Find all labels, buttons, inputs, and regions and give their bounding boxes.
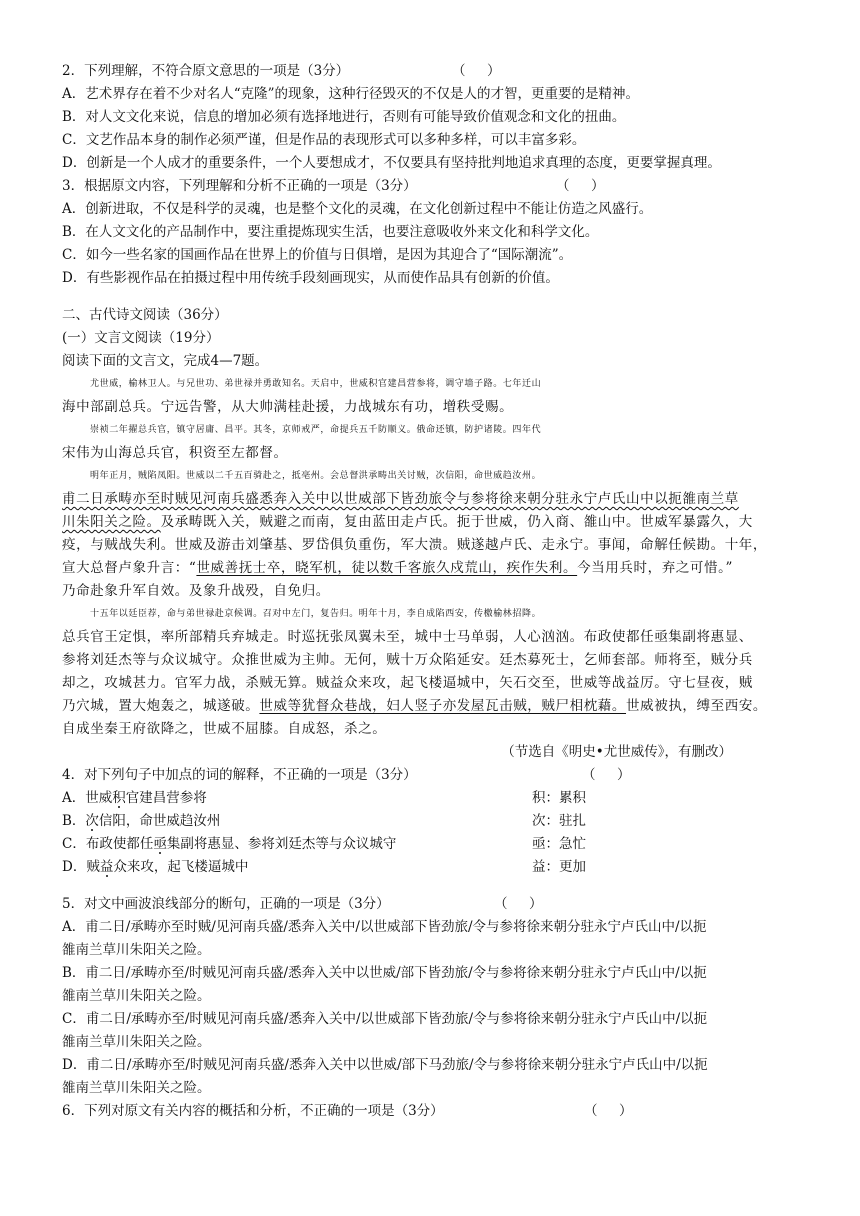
q4-gloss-b: 次：驻扎 (532, 813, 586, 829)
q2-option-c: C．文艺作品本身的制作必须严谨，但是作品的表现形式可以多种多样，可以丰富多彩。 (62, 132, 586, 148)
passage-text: 宣大总督卢象升言：“ (62, 560, 197, 576)
passage-line: 明年正月，贼陷凤阳。世威以二千五百骑赴之，抵亳州。会总督洪承畴出关讨贼，次信阳，命世威趋汝州。 (90, 471, 542, 481)
q3-answer-paren: （ ） (556, 178, 605, 194)
q3-stem-line (62, 175, 812, 198)
q6-stem-line (62, 1100, 812, 1123)
q4-stem-line (62, 764, 812, 787)
q6-stem: 6．下列对原文有关内容的概括和分析，不正确的一项是（3分） (62, 1103, 444, 1119)
q5-option-d-cont: 雒南兰草川朱阳关之险。 (62, 1080, 211, 1096)
passage-text: 乃穴城，置大炮轰之，城遂破。 (62, 698, 260, 714)
passage-line: 总兵官王定惧，率所部精兵弃城走。时巡抚张凤翼未至，城中士马单弱，人心汹汹。布政使都任亟集副将惠显、 (62, 629, 753, 645)
q2-stem: 2．下列理解，不符合原文意思的一项是（3分） (62, 63, 350, 79)
dotted-word: 次 (85, 813, 99, 829)
passage-line-wavy (62, 488, 812, 511)
q2-option-b: B．对人文文化来说，信息的增加必须有选择地进行，否则有可能导致价值观念和文化的扭曲。 (62, 109, 626, 125)
q4-gloss-d: 益：更加 (532, 859, 586, 875)
q2-option-a: A．艺术界存在着不少对名人“克隆”的现象，这种行径毁灭的不仅是人的才智，更重要的是精神。 (62, 86, 640, 102)
option-text: B． (62, 813, 86, 829)
q4-answer-paren: （ ） (582, 767, 631, 783)
q4-gloss-a: 积：累积 (532, 790, 586, 806)
q2-option-d: D．创新是一个人成才的重要条件，一个人要想成才，不仅要具有坚持批判地追求真理的态度，更要掌握真理。 (62, 155, 721, 171)
passage-text: 世威被执，缚至西安。 (626, 698, 768, 714)
dotted-word: 益 (99, 859, 114, 875)
passage-line: 参将刘廷杰等与众议城守。众推世威为主帅。无何，贼十万众陷延安。廷杰募死士，乞师套部。师将至，贼分兵 (62, 652, 753, 668)
q3-option-c: C．如今一些名家的国画作品在世界上的价值与日俱增，是因为其迎合了“国际潮流”。 (62, 247, 573, 263)
passage-line: 尤世威，榆林卫人。与兄世功、弟世禄并勇敢知名。天启中，世威积官建昌营参将，调守墙子路。七年迁山 (90, 379, 542, 389)
q6-answer-paren: （ ） (584, 1103, 633, 1119)
option-text: A．世威 (62, 790, 113, 806)
q5-stem-line (62, 893, 812, 916)
q4-option-c (62, 833, 812, 856)
passage-source: （节选自《明史•尤世威传》，有删改） (501, 744, 732, 760)
q4-gloss-c: 亟：急忙 (532, 836, 586, 852)
q5-option-b: B．甫二日/承畴亦至/时贼见河南兵盛/悉奔入关中以世威/部下皆劲旅/令与参将徐来朝分驻永宁卢氏山中/以扼 (62, 965, 707, 981)
q3-stem: 3．根据原文内容，下列理解和分析不正确的一项是（3分） (62, 178, 417, 194)
q4-option-d (62, 856, 812, 879)
q5-option-b-cont: 雒南兰草川朱阳关之险。 (62, 988, 211, 1004)
passage-line: 却之，攻城甚力。官军力战，杀贼无算。贼益众来攻，起飞楼逼城中，矢石交至，世威等战益厉。守七昼夜，贼 (62, 675, 753, 691)
section-title: 二、古代诗文阅读（36分） (62, 307, 228, 323)
passage-text: 今当用兵时，弃之可惜。” (577, 560, 733, 576)
option-text: 众来攻，起飞楼逼城中 (113, 859, 249, 875)
q3-option-d: D．有些影视作品在拍摄过程中用传统手段刻画现实，从而使作品具有创新的价值。 (62, 270, 559, 286)
q3-option-a: A．创新进取，不仅是科学的灵魂，也是整个文化的灵魂，在文化创新过程中不能让仿造之风盛行。 (62, 201, 653, 217)
subsection-title: (一）文言文阅读（19分） (62, 330, 220, 346)
wavy-underlined-text: 川朱阳关之险。 (62, 514, 161, 530)
passage-line: 宋伟为山海总兵官，积资至左都督。 (62, 445, 288, 461)
q4-option-a (62, 787, 812, 810)
passage-line (62, 511, 812, 534)
option-text: 官建昌营参将 (125, 790, 207, 806)
q5-option-d: D．甫二日/承畴亦至/时贼见河南兵盛/悉奔入关中以世威/部下马劲旅/令与参将徐来朝分驻永宁卢氏山中/以扼 (62, 1057, 708, 1073)
exam-page (62, 60, 812, 1123)
passage-line: 十五年以廷臣荐，命与弟世禄赴京候调。召对中左门，复告归。明年十月，李自成陷西安，传檄榆林招降。 (90, 609, 542, 619)
q5-option-c: C．甫二日/承畴亦至/时贼见河南兵盛/悉奔入关中/以世威部下皆劲旅/令与参将徐来朝分驻永宁卢氏山中/以扼 (62, 1011, 708, 1027)
passage-line: 自成坐秦王府欲降之，世威不屈膝。自成怒，杀之。 (62, 721, 387, 737)
underlined-text: 世威等犹督众巷战，妇人竖子亦发屋瓦击贼，贼尸相枕藉。 (259, 698, 627, 714)
reading-intro: 阅读下面的文言文，完成4—7题。 (62, 353, 269, 369)
q5-option-a: A．甫二日/承畴亦至时贼/见河南兵盛/悉奔入关中/以世威部下皆劲旅/令与参将徐来朝分驻永宁卢氏山中/以扼 (62, 919, 707, 935)
passage-line: 疫，与贼战失利。世威及游击刘肇基、罗岱俱负重伤，军大溃。贼遂越卢氏、走永宁。事闻，命解任候勘。十年， (62, 537, 767, 553)
passage-text: 及承畴既入关，贼避之而南，复由蓝田走卢氏。扼于世威，仍入商、雒山中。世威军暴露久，大 (160, 514, 753, 530)
q3-option-b: B．在人文文化的产品制作中，要注重提炼现实生活，也要注意吸收外来文化和科学文化。 (62, 224, 599, 240)
dotted-word: 亟 (153, 836, 167, 852)
underlined-text: 世威善抚士卒，晓军机，徒以数千客旅久戍荒山，疾作失利。 (196, 560, 578, 576)
option-text: 信阳，命世威趋汝州 (98, 813, 221, 829)
option-text: D．贼 (62, 859, 100, 875)
q5-option-a-cont: 雒南兰草川朱阳关之险。 (62, 942, 211, 958)
passage-line: 崇祯二年擢总兵官，镇守居庸、昌平。其冬，京师戒严，命提兵五千防顺义。俄命还镇，防护诸陵。四年代 (90, 425, 542, 435)
q5-option-c-cont: 雒南兰草川朱阳关之险。 (62, 1034, 211, 1050)
passage-line: 乃命赴象升军自效。及象升战殁，自免归。 (62, 583, 330, 599)
q5-stem: 5．对文中画波浪线部分的断句，正确的一项是（3分） (62, 896, 390, 912)
passage-line (62, 557, 812, 580)
q2-answer-paren: （ ） (452, 63, 501, 79)
passage-line (62, 695, 812, 718)
option-text: C．布政使都任 (62, 836, 154, 852)
q5-answer-paren: （ ） (494, 896, 543, 912)
q4-option-b (62, 810, 812, 833)
dotted-word: 积 (112, 790, 126, 806)
wavy-underlined-text: 甫二日承畴亦至时贼见河南兵盛悉奔入关中以世威部下皆劲旅令与参将徐来朝分驻永宁卢氏山中以扼雒南兰草 (62, 491, 739, 507)
q2-stem-line (62, 60, 812, 83)
passage-line: 海中部副总兵。宁远告警，从大帅满桂赴援，力战城东有功，增秩受赐。 (62, 399, 514, 415)
option-text: 集副将惠显、参将刘廷杰等与众议城守 (166, 836, 397, 852)
q4-stem: 4．对下列句子中加点的词的解释，不正确的一项是（3分） (62, 767, 417, 783)
